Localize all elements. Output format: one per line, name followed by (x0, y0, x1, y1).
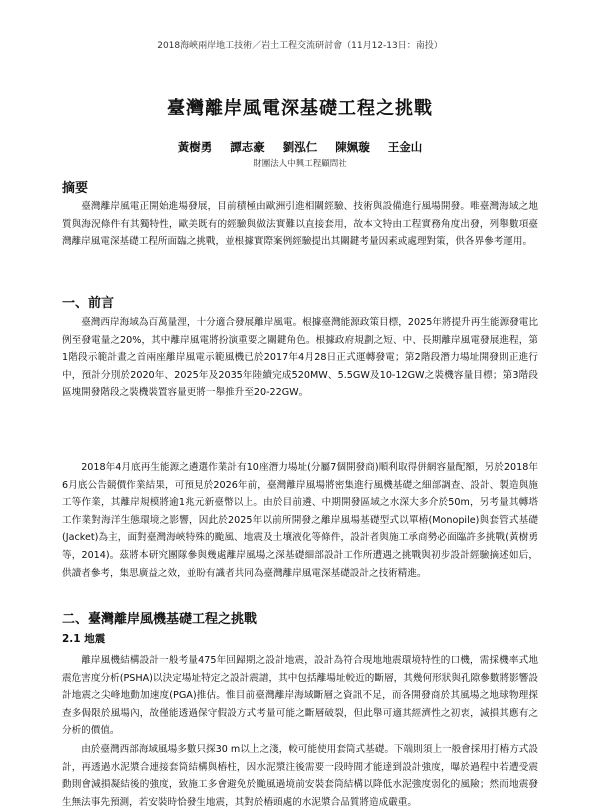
author-name: 陳姵璇 (335, 140, 370, 154)
body-paragraph: 離岸風機結構設計一般考量475年回歸期之設計地震，設計為符合現地地震環境特性的口機，需採機率式地震危害度分析(PSHA)以決定場址特定之設計震譜，其中包括離場址較近的斷層，其幾何形狀與孔隙參數將影響設計地震之尖峰地動加速度(PGA)推估。惟目前臺灣離岸海域斷層之資訊不足，而各開發商於其風場之地球物理探查多侷限於風場內，故僅能透過保守假設方式考量可能之斷層破裂，但此舉可適其經濟性之初衷，減損其應有之分析的價值。 (62, 655, 538, 737)
author-name: 黃樹勇 (177, 140, 213, 154)
abstract-heading: 摘要 (62, 181, 89, 196)
section-1-heading: 一、前言 (62, 296, 115, 311)
author-name: 譚志豪 (230, 140, 265, 154)
subsection-2-1-heading: 2.1 地震 (62, 633, 106, 645)
body-paragraph: 2018年4月底再生能源之遴選作業計有10座潛力場址(分屬7個開發商)順利取得併網容量配額，另於2018年6月底公告競價作業結果，可預見於2026年前，臺灣離岸風場將密集進行風機基礎之細部調查、設計、製造與施工等作業，其離岸規模將逾1兆元新臺幣以上。由於目前遴、中期開發區域之水深大多介於50m，另考量其轉塔工作業對海洋生態環境之影響，因此於2025年以前所開發之離岸風場基礎型式以單樁(Monopile)與套管式基礎(Jacket)為主，面對臺灣海峽特殊的颱風、地震及土壤液化等條件，設計者與施工承商勢必面臨許多挑戰(黃樹勇等，2014)。茲將本研究團隊參與幾處離岸風場之深基礎細部設計工作所遭遇之挑戰與初步設計經驗摘述如后，供讀者參考，集思廣益之效，並盼有識者共同為臺灣離岸風電深基礎設計之技術精進。 (62, 462, 538, 579)
body-paragraph: 臺灣西岸海域為百萬量浬，十分適合發展離岸風電。根據臺灣能源政策目標，2025年將提升再生能源發電比例至發電量之20%，其中離岸風電將扮演重要之關鍵角色。根據政府規劃之短、中、長期離岸風電發展進程，第1階段示範計畫之首兩座離岸風電示範風機已於2017年4月28日正式運轉發電；第2階段潛力場址開發則正進行中，預計分別於2020年、2025年及2035年陸續完成520MW、5.5GW及10-12GW之裝機容量目標；第3階段區塊開發階段之裝機裝置容量更將一舉推升至20-22GW。 (62, 317, 538, 399)
author-list (0, 139, 600, 155)
affiliation: 財團法人中興工程顧問社 (253, 159, 347, 169)
paper-title: 臺灣離岸風電深基礎工程之挑戰 (167, 98, 433, 119)
body-paragraph (62, 759, 538, 760)
author-name: 王金山 (387, 140, 423, 154)
section-2-heading: 二、臺灣離岸風機基礎工程之挑戰 (62, 612, 258, 627)
abstract-text: 臺灣離岸風電正開始進場發展，目前積極由歐洲引進相關經驗、技術與設備進行風場開發。唯臺灣海域之地質與海況條件有其獨特性，歐美既有的經驗與做法實難以直接套用，故本文特由工程實務角度出發，列舉數項臺灣離岸風電深基礎工程所面臨之挑戰，並根據實際案例經驗提出其關鍵考量因素或處理對策，供各界參考運用。 (62, 201, 538, 248)
author-name: 劉泓仁 (282, 140, 318, 154)
body-paragraph: 由於臺灣西部海域風場多數只探30 m以上之淺，較可能使用套筒式基礎。下端則須上一般會採用打樁方式設計，再透過水泥漿合連接套筒結構與樁柱，因水泥漿注後需要一段時間才能達到設計強度，曝於過程中若遭受震動則會減損凝結後的強度，致施工多會避免於颱風過境前安裝套筒結構以降低水泥強度弱化的風險；然而地震發生無法事先預測，若安裝時恰發生地震，其對於樁頭處的水泥漿合品質將造成嚴重。 (62, 744, 538, 808)
running-header: 2018海峽兩岸地工技術／岩土工程交流研討會（11月12-13日：南投） (157, 41, 443, 51)
